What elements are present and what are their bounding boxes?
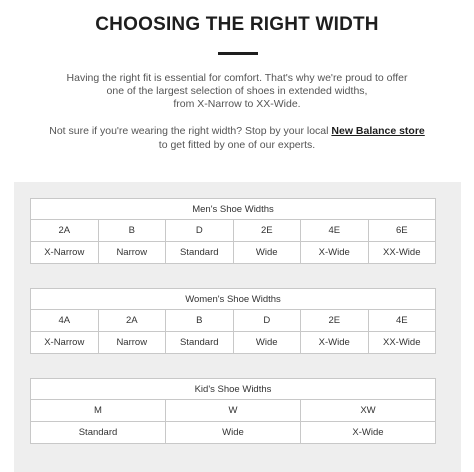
table-caption-row — [31, 379, 436, 400]
new-balance-store-link[interactable]: New Balance store — [331, 125, 425, 137]
width-code-cell: B — [166, 310, 234, 332]
width-code-cell: 4A — [31, 310, 99, 332]
width-code-cell: M — [31, 400, 166, 422]
width-code-cell: 4E — [368, 310, 436, 332]
width-label-row — [31, 422, 436, 444]
store-suffix-text: to get fitted by one of our experts. — [158, 139, 316, 151]
intro-line-1: Having the right fit is essential for comfort. That's why we're proud to offer — [66, 72, 408, 84]
width-label-cell: XX-Wide — [368, 332, 436, 354]
intro-paragraph — [0, 72, 474, 111]
intro-line-3: from X-Narrow to XX-Wide. — [173, 98, 301, 110]
width-code-cell: 4E — [301, 220, 369, 242]
table-caption-row — [31, 289, 436, 310]
kids-widths-table — [30, 378, 436, 444]
width-code-cell: B — [98, 220, 166, 242]
width-code-cell: 2E — [301, 310, 369, 332]
width-label-cell: Standard — [166, 332, 234, 354]
width-code-cell: 6E — [368, 220, 436, 242]
width-code-cell: W — [166, 400, 301, 422]
store-paragraph — [0, 124, 474, 152]
store-prefix-text: Not sure if you're wearing the right width? Stop by your local — [49, 125, 329, 137]
store-line-1 — [0, 124, 474, 138]
width-label-cell: X-Wide — [301, 422, 436, 444]
width-label-row — [31, 242, 436, 264]
width-label-row — [31, 332, 436, 354]
width-label-cell: XX-Wide — [368, 242, 436, 264]
width-code-cell: XW — [301, 400, 436, 422]
width-label-cell: Narrow — [98, 242, 166, 264]
width-code-row — [31, 400, 436, 422]
table-caption-row — [31, 199, 436, 220]
width-code-cell: 2E — [233, 220, 301, 242]
mens-widths-table — [30, 198, 436, 264]
width-label-cell: Standard — [31, 422, 166, 444]
width-label-cell: X-Wide — [301, 242, 369, 264]
widths-panel — [14, 182, 461, 472]
width-code-cell: 2A — [98, 310, 166, 332]
width-label-cell: X-Wide — [301, 332, 369, 354]
womens-table-caption: Women's Shoe Widths — [31, 289, 436, 310]
title-underline — [218, 52, 258, 55]
width-label-cell: X-Narrow — [31, 332, 99, 354]
width-label-cell: Narrow — [98, 332, 166, 354]
page-title: CHOOSING THE RIGHT WIDTH — [95, 14, 379, 35]
width-code-row — [31, 310, 436, 332]
width-label-cell: Wide — [166, 422, 301, 444]
womens-widths-table — [30, 288, 436, 354]
width-label-cell: Standard — [166, 242, 234, 264]
intro-line-2: one of the largest selection of shoes in extended widths, — [106, 85, 368, 97]
width-code-cell: D — [233, 310, 301, 332]
width-code-row — [31, 220, 436, 242]
kids-table-caption: Kid's Shoe Widths — [31, 379, 436, 400]
width-label-cell: Wide — [233, 242, 301, 264]
width-code-cell: 2A — [31, 220, 99, 242]
width-label-cell: X-Narrow — [31, 242, 99, 264]
width-label-cell: Wide — [233, 332, 301, 354]
mens-table-caption: Men's Shoe Widths — [31, 199, 436, 220]
width-code-cell: D — [166, 220, 234, 242]
